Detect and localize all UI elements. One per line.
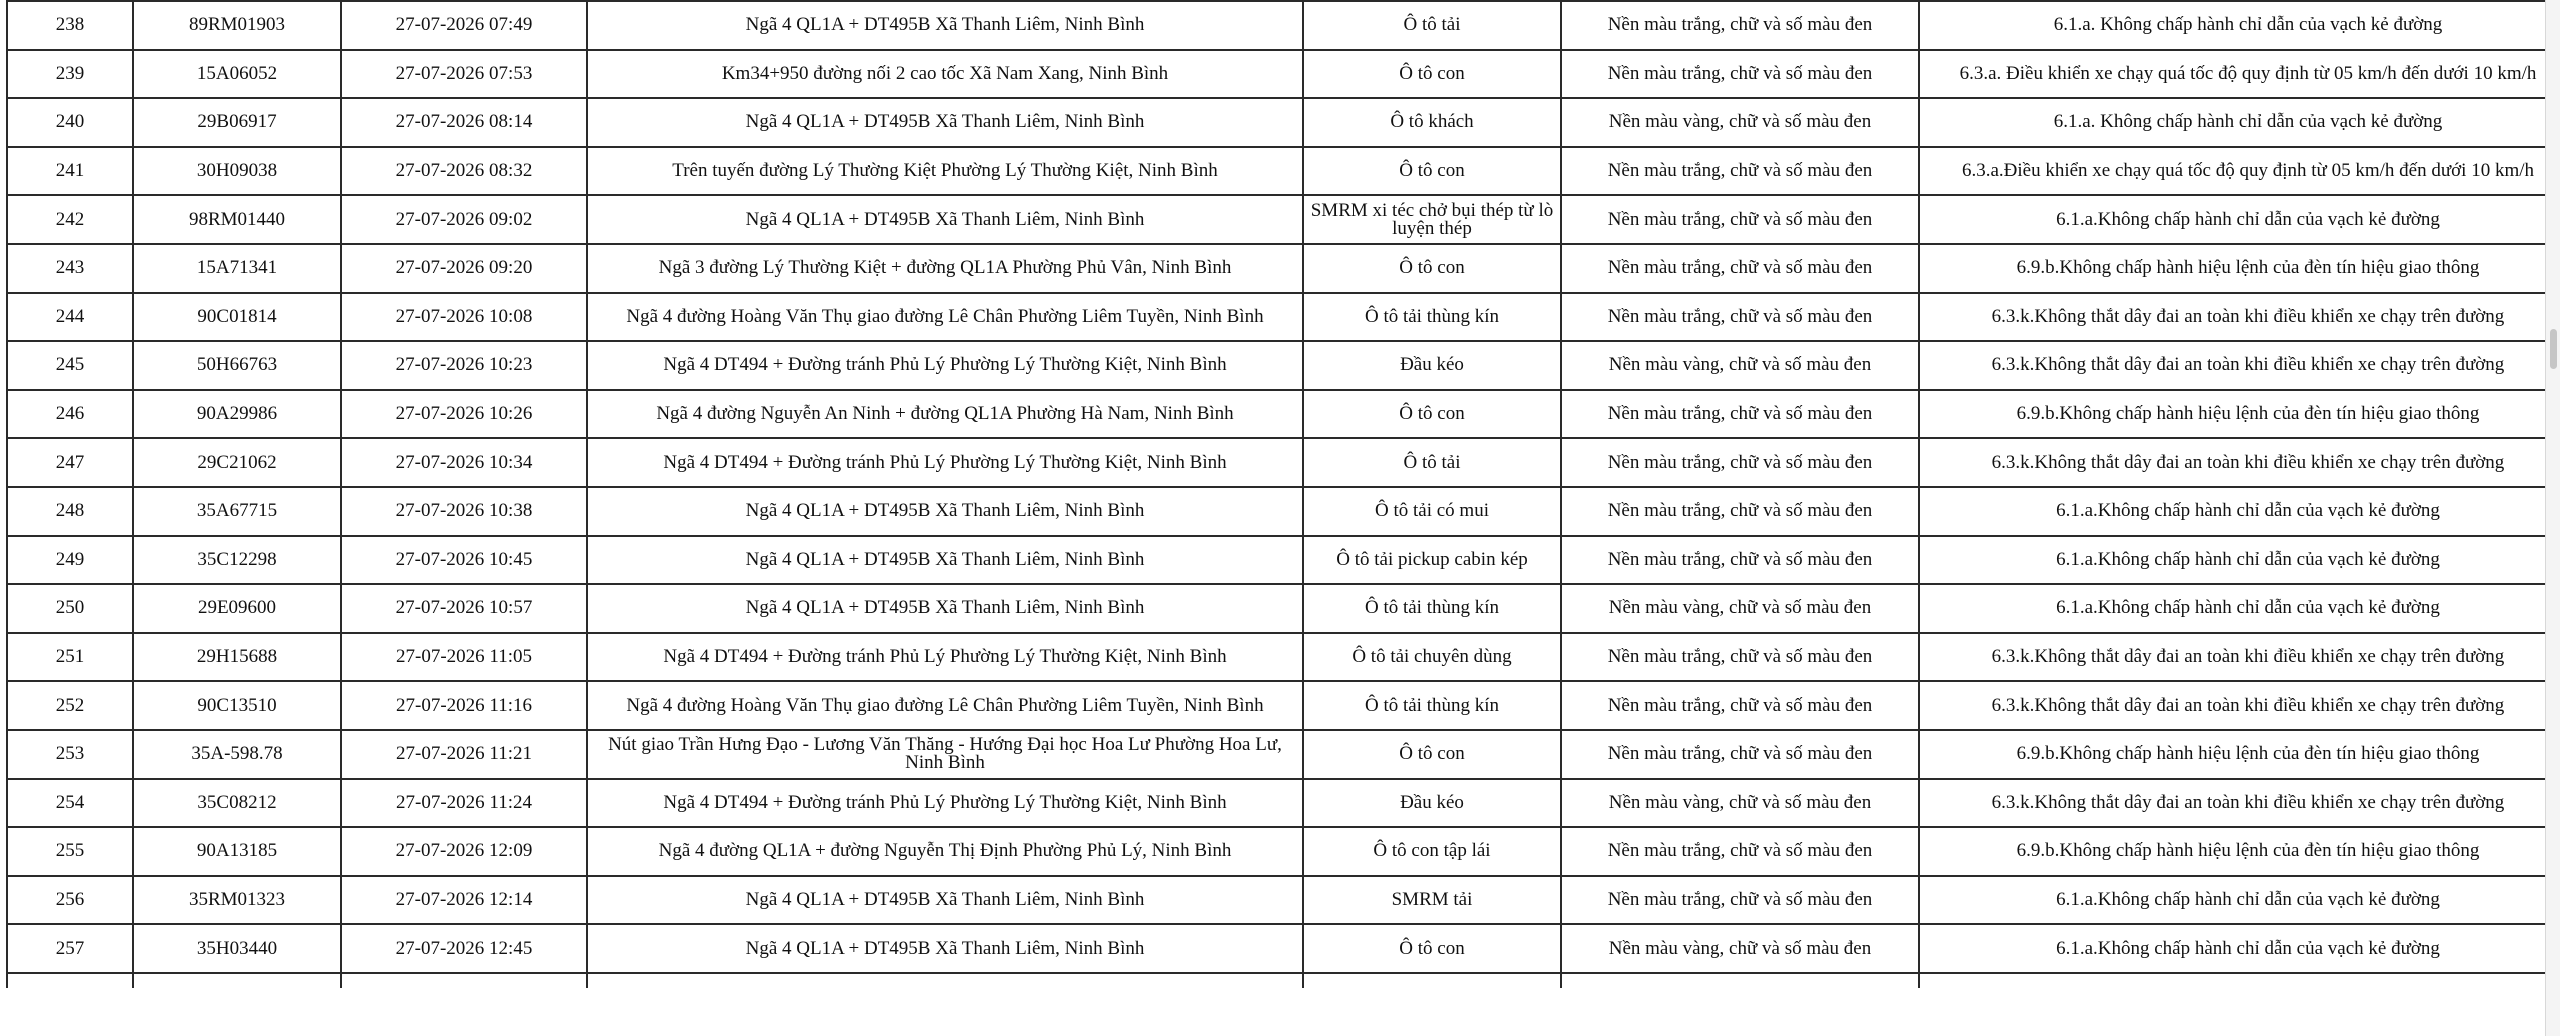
cell-plate-color[interactable]: Nền màu trắng, chữ và số màu đen [1561,50,1919,99]
cell-stt-empty[interactable] [7,973,133,988]
cell-location[interactable]: Ngã 4 QL1A + DT495B Xã Thanh Liêm, Ninh Bình [587,195,1303,244]
cell-time[interactable]: 27-07-2026 09:20 [341,244,587,293]
cell-plate[interactable]: 35H03440 [133,924,341,973]
table-row [7,341,2560,390]
cell-vehicle[interactable]: Ô tô tải [1303,438,1561,487]
cell-plate-color[interactable]: Nền màu trắng, chữ và số màu đen [1561,195,1919,244]
table-row [7,293,2560,342]
cell-vehicle[interactable]: Ô tô con [1303,50,1561,99]
cell-plate[interactable]: 35C08212 [133,779,341,828]
cell-plate[interactable]: 15A71341 [133,244,341,293]
cell-stt[interactable]: 240 [7,98,133,147]
cell-time[interactable]: 27-07-2026 08:14 [341,98,587,147]
cell-time[interactable]: 27-07-2026 11:21 [341,730,587,779]
cell-vehicle[interactable]: Ô tô con [1303,730,1561,779]
cell-violation[interactable]: 6.3.k.Không thắt dây đai an toàn khi điều khiển xe chạy trên đường [1919,633,2560,682]
cell-time[interactable]: 27-07-2026 10:08 [341,293,587,342]
cell-plate[interactable]: 90A29986 [133,390,341,439]
cell-time[interactable]: 27-07-2026 09:02 [341,195,587,244]
cell-violation[interactable]: 6.3.k.Không thắt dây đai an toàn khi điều khiển xe chạy trên đường [1919,779,2560,828]
cell-location[interactable]: Ngã 4 đường Hoàng Văn Thụ giao đường Lê Chân Phường Liêm Tuyền, Ninh Bình [587,293,1303,342]
cell-plate-color[interactable]: Nền màu trắng, chữ và số màu đen [1561,876,1919,925]
cell-location[interactable]: Ngã 4 QL1A + DT495B Xã Thanh Liêm, Ninh Bình [587,487,1303,536]
cell-vehicle[interactable]: Ô tô tải [1303,1,1561,50]
cell-plate-color[interactable]: Nền màu trắng, chữ và số màu đen [1561,827,1919,876]
cell-location[interactable]: Ngã 4 DT494 + Đường tránh Phủ Lý Phường Lý Thường Kiệt, Ninh Bình [587,341,1303,390]
cell-plate-color[interactable]: Nền màu trắng, chữ và số màu đen [1561,244,1919,293]
cell-plate-color[interactable]: Nền màu vàng, chữ và số màu đen [1561,584,1919,633]
cell-stt[interactable]: 247 [7,438,133,487]
cell-plate[interactable]: 29B06917 [133,98,341,147]
cell-vehicle[interactable]: Đầu kéo [1303,341,1561,390]
cell-location[interactable]: Ngã 4 QL1A + DT495B Xã Thanh Liêm, Ninh Bình [587,584,1303,633]
table-row [7,50,2560,99]
cell-plate-color[interactable]: Nền màu trắng, chữ và số màu đen [1561,1,1919,50]
table-row [7,438,2560,487]
cell-time[interactable]: 27-07-2026 10:26 [341,390,587,439]
cell-violation-empty[interactable] [1919,973,2560,988]
cell-plate-color-empty[interactable] [1561,973,1919,988]
cell-violation[interactable]: 6.1.a.Không chấp hành chỉ dẫn của vạch kẻ đường [1919,536,2560,585]
scrollbar-thumb[interactable] [2550,329,2557,369]
cell-vehicle[interactable]: Ô tô tải chuyên dùng [1303,633,1561,682]
cell-vehicle-empty[interactable] [1303,973,1561,988]
cell-plate-color[interactable]: Nền màu trắng, chữ và số màu đen [1561,536,1919,585]
cell-plate-color[interactable]: Nền màu vàng, chữ và số màu đen [1561,341,1919,390]
cell-stt[interactable]: 250 [7,584,133,633]
cell-time[interactable]: 27-07-2026 07:53 [341,50,587,99]
cell-violation[interactable]: 6.9.b.Không chấp hành hiệu lệnh của đèn tín hiệu giao thông [1919,827,2560,876]
cell-location[interactable]: Nút giao Trần Hưng Đạo - Lương Văn Thăng - Hướng Đại học Hoa Lư Phường Hoa Lư, Ninh Bình [587,730,1303,779]
cell-stt[interactable]: 239 [7,50,133,99]
cell-violation[interactable]: 6.9.b.Không chấp hành hiệu lệnh của đèn tín hiệu giao thông [1919,244,2560,293]
cell-vehicle[interactable]: SMRM xi téc chở bụi thép từ lò luyện thép [1303,195,1561,244]
table-body [7,1,2560,988]
cell-time[interactable]: 27-07-2026 10:45 [341,536,587,585]
table-row [7,924,2560,973]
cell-plate-empty[interactable] [133,973,341,988]
cell-vehicle[interactable]: Ô tô con [1303,147,1561,196]
cell-plate[interactable]: 35C12298 [133,536,341,585]
cell-location[interactable]: Ngã 4 QL1A + DT495B Xã Thanh Liêm, Ninh Bình [587,876,1303,925]
cell-stt[interactable]: 245 [7,341,133,390]
cell-vehicle[interactable]: Ô tô con [1303,924,1561,973]
cell-stt[interactable]: 238 [7,1,133,50]
cell-vehicle[interactable]: Ô tô tải thùng kín [1303,681,1561,730]
table-row [7,584,2560,633]
cell-violation[interactable]: 6.9.b.Không chấp hành hiệu lệnh của đèn tín hiệu giao thông [1919,730,2560,779]
cell-vehicle[interactable]: Ô tô con [1303,390,1561,439]
cell-violation[interactable]: 6.1.a. Không chấp hành chỉ dẫn của vạch kẻ đường [1919,1,2560,50]
cell-plate[interactable]: 29E09600 [133,584,341,633]
cell-time[interactable]: 27-07-2026 10:38 [341,487,587,536]
cell-vehicle[interactable]: SMRM tải [1303,876,1561,925]
cell-time[interactable]: 27-07-2026 10:34 [341,438,587,487]
cell-violation[interactable]: 6.9.b.Không chấp hành hiệu lệnh của đèn tín hiệu giao thông [1919,390,2560,439]
table-row [7,390,2560,439]
cell-time[interactable]: 27-07-2026 10:57 [341,584,587,633]
cell-stt[interactable]: 244 [7,293,133,342]
cell-location[interactable]: Ngã 4 QL1A + DT495B Xã Thanh Liêm, Ninh Bình [587,536,1303,585]
cell-location[interactable]: Trên tuyến đường Lý Thường Kiệt Phường Lý Thường Kiệt, Ninh Bình [587,147,1303,196]
cell-stt[interactable]: 251 [7,633,133,682]
table-row [7,195,2560,244]
table-row [7,633,2560,682]
cell-stt[interactable]: 246 [7,390,133,439]
cell-violation[interactable]: 6.3.k.Không thắt dây đai an toàn khi điều khiển xe chạy trên đường [1919,681,2560,730]
cell-plate[interactable]: 50H66763 [133,341,341,390]
cell-vehicle[interactable]: Ô tô khách [1303,98,1561,147]
table-row [7,536,2560,585]
table-row [7,876,2560,925]
cell-plate-color[interactable]: Nền màu trắng, chữ và số màu đen [1561,438,1919,487]
table-row [7,487,2560,536]
cell-plate[interactable]: 29C21062 [133,438,341,487]
cell-stt[interactable]: 248 [7,487,133,536]
vertical-scrollbar[interactable] [2545,0,2560,1036]
cell-location[interactable]: Ngã 4 DT494 + Đường tránh Phủ Lý Phường Lý Thường Kiệt, Ninh Bình [587,633,1303,682]
cell-plate-color[interactable]: Nền màu trắng, chữ và số màu đen [1561,487,1919,536]
cell-location[interactable]: Ngã 4 QL1A + DT495B Xã Thanh Liêm, Ninh Bình [587,924,1303,973]
cell-plate-color[interactable]: Nền màu trắng, chữ và số màu đen [1561,730,1919,779]
cell-vehicle[interactable]: Ô tô tải có mui [1303,487,1561,536]
cell-plate-color[interactable]: Nền màu trắng, chữ và số màu đen [1561,681,1919,730]
cell-vehicle[interactable]: Ô tô con [1303,244,1561,293]
cell-plate[interactable]: 98RM01440 [133,195,341,244]
table-row [7,827,2560,876]
table-row [7,779,2560,828]
cell-time[interactable]: 27-07-2026 07:49 [341,1,587,50]
cell-plate[interactable]: 35A-598.78 [133,730,341,779]
cell-time[interactable]: 27-07-2026 10:23 [341,341,587,390]
cell-plate[interactable]: 90C13510 [133,681,341,730]
cell-plate[interactable]: 35A67715 [133,487,341,536]
cell-violation[interactable]: 6.3.k.Không thắt dây đai an toàn khi điều khiển xe chạy trên đường [1919,293,2560,342]
cell-plate-color[interactable]: Nền màu trắng, chữ và số màu đen [1561,633,1919,682]
cell-plate[interactable]: 89RM01903 [133,1,341,50]
cell-plate[interactable]: 30H09038 [133,147,341,196]
cell-stt[interactable]: 255 [7,827,133,876]
cell-stt[interactable]: 249 [7,536,133,585]
cell-plate-color[interactable]: Nền màu vàng, chữ và số màu đen [1561,924,1919,973]
cell-plate[interactable]: 35RM01323 [133,876,341,925]
cell-stt[interactable]: 253 [7,730,133,779]
cell-location[interactable]: Ngã 3 đường Lý Thường Kiệt + đường QL1A Phường Phủ Vân, Ninh Bình [587,244,1303,293]
cell-vehicle[interactable]: Ô tô con tập lái [1303,827,1561,876]
cell-plate-color[interactable]: Nền màu trắng, chữ và số màu đen [1561,147,1919,196]
cell-stt[interactable]: 252 [7,681,133,730]
table-row [7,730,2560,779]
cell-stt[interactable]: 242 [7,195,133,244]
table-row [7,1,2560,50]
cell-violation[interactable]: 6.3.k.Không thắt dây đai an toàn khi điều khiển xe chạy trên đường [1919,341,2560,390]
cell-time[interactable]: 27-07-2026 11:16 [341,681,587,730]
cell-time[interactable]: 27-07-2026 08:32 [341,147,587,196]
cell-vehicle[interactable]: Ô tô tải pickup cabin kép [1303,536,1561,585]
cell-time[interactable]: 27-07-2026 11:05 [341,633,587,682]
cell-location[interactable]: Ngã 4 đường QL1A + đường Nguyễn Thị Định Phường Phủ Lý, Ninh Bình [587,827,1303,876]
cell-violation[interactable]: 6.1.a. Không chấp hành chỉ dẫn của vạch kẻ đường [1919,98,2560,147]
cell-location[interactable]: Ngã 4 DT494 + Đường tránh Phủ Lý Phường Lý Thường Kiệt, Ninh Bình [587,779,1303,828]
cell-location-empty[interactable] [587,973,1303,988]
cell-plate[interactable]: 15A06052 [133,50,341,99]
cell-time[interactable]: 27-07-2026 12:45 [341,924,587,973]
cell-plate-color[interactable]: Nền màu trắng, chữ và số màu đen [1561,293,1919,342]
cell-time[interactable]: 27-07-2026 12:09 [341,827,587,876]
cell-violation[interactable]: 6.1.a.Không chấp hành chỉ dẫn của vạch kẻ đường [1919,876,2560,925]
cell-plate-color[interactable]: Nền màu vàng, chữ và số màu đen [1561,779,1919,828]
cell-violation[interactable]: 6.1.a.Không chấp hành chỉ dẫn của vạch kẻ đường [1919,195,2560,244]
table-row [7,98,2560,147]
cell-location[interactable]: Ngã 4 đường Nguyễn An Ninh + đường QL1A Phường Hà Nam, Ninh Bình [587,390,1303,439]
cell-violation[interactable]: 6.1.a.Không chấp hành chỉ dẫn của vạch kẻ đường [1919,487,2560,536]
cell-violation[interactable]: 6.3.a.Điều khiển xe chạy quá tốc độ quy định từ 05 km/h đến dưới 10 km/h [1919,147,2560,196]
cell-stt[interactable]: 243 [7,244,133,293]
cell-stt[interactable]: 241 [7,147,133,196]
table-row [7,244,2560,293]
cell-plate-color[interactable]: Nền màu trắng, chữ và số màu đen [1561,390,1919,439]
violations-table [6,0,2560,988]
table-row-partial-bottom [7,973,2560,988]
cell-location[interactable]: Ngã 4 QL1A + DT495B Xã Thanh Liêm, Ninh Bình [587,1,1303,50]
cell-time[interactable]: 27-07-2026 12:14 [341,876,587,925]
cell-violation[interactable]: 6.3.a. Điều khiển xe chạy quá tốc độ quy định từ 05 km/h đến dưới 10 km/h [1919,50,2560,99]
cell-location[interactable]: Ngã 4 đường Hoàng Văn Thụ giao đường Lê Chân Phường Liêm Tuyền, Ninh Bình [587,681,1303,730]
cell-time-empty[interactable] [341,973,587,988]
cell-vehicle[interactable]: Đầu kéo [1303,779,1561,828]
table-row [7,147,2560,196]
cell-violation[interactable]: 6.3.k.Không thắt dây đai an toàn khi điều khiển xe chạy trên đường [1919,438,2560,487]
cell-plate[interactable]: 90C01814 [133,293,341,342]
cell-plate[interactable]: 29H15688 [133,633,341,682]
cell-violation[interactable]: 6.1.a.Không chấp hành chỉ dẫn của vạch kẻ đường [1919,924,2560,973]
cell-stt[interactable]: 256 [7,876,133,925]
cell-plate[interactable]: 90A13185 [133,827,341,876]
cell-vehicle[interactable]: Ô tô tải thùng kín [1303,293,1561,342]
cell-time[interactable]: 27-07-2026 11:24 [341,779,587,828]
cell-location[interactable]: Ngã 4 DT494 + Đường tránh Phủ Lý Phường Lý Thường Kiệt, Ninh Bình [587,438,1303,487]
cell-plate-color[interactable]: Nền màu vàng, chữ và số màu đen [1561,98,1919,147]
cell-stt[interactable]: 257 [7,924,133,973]
cell-stt[interactable]: 254 [7,779,133,828]
cell-location[interactable]: Km34+950 đường nối 2 cao tốc Xã Nam Xang, Ninh Bình [587,50,1303,99]
cell-vehicle[interactable]: Ô tô tải thùng kín [1303,584,1561,633]
cell-location[interactable]: Ngã 4 QL1A + DT495B Xã Thanh Liêm, Ninh Bình [587,98,1303,147]
cell-violation[interactable]: 6.1.a.Không chấp hành chỉ dẫn của vạch kẻ đường [1919,584,2560,633]
table-row [7,681,2560,730]
